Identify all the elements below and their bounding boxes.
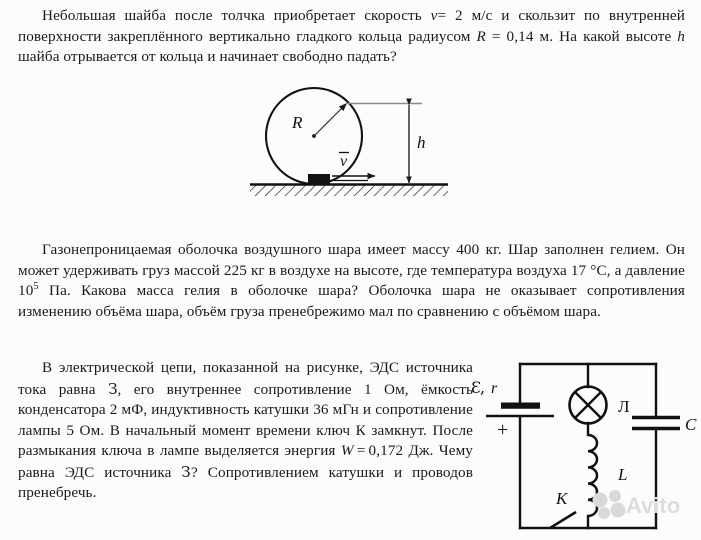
battery-plus-sign: +	[497, 419, 509, 441]
energy-symbol: W	[340, 442, 354, 459]
problem-statement-3: В электрической цепи, показанной на рисунке, ЭДС источника тока равна Ɛ, его внутреннее сопротивление 1 Ом, ёмкость конденсатора 2 мФ, индуктивность катушки 36 мГн и сопротивление лампы 5 Ом. В начальный момент времени ключ К замкнут. После размыкания ключа в лампе выделяется энергия W = 0,172 Дж. Чему равна ЭДС источника Ɛ? Сопротивлением катушки и проводов пренебречь.	[18, 359, 473, 501]
inductor-label: L	[618, 465, 628, 484]
switch-label: K	[556, 489, 568, 508]
ring-and-puck-figure	[236, 86, 464, 198]
problem-1-run-6: шайба отрывается от кольца и начинает свободно падать?	[18, 48, 397, 65]
problem-1-var-v: v	[430, 7, 438, 24]
internal-resistance-label: r	[491, 380, 498, 397]
ground-hatching	[250, 186, 448, 197]
lamp-label: Л	[618, 397, 630, 416]
inductor-coil	[588, 435, 597, 516]
height-label: h	[417, 133, 426, 152]
problem-1-run-2: = 2 м/с и скользит по внутренней поверхности закреплённого вертикально гладкого кольца радиусом	[18, 7, 685, 45]
problem-1-var-R: R	[476, 27, 486, 45]
puck-block	[308, 174, 330, 184]
problem-1-run-4: = 0,14 м. На какой высоте	[485, 27, 678, 45]
problem-1-run-0: Небольшая шайба после толчка приобретает скорость	[42, 7, 431, 24]
emf-symbol: Ɛ	[107, 379, 118, 398]
electric-circuit-figure	[468, 352, 701, 540]
capacitor-label: C	[685, 415, 697, 434]
problem-statement-1	[18, 6, 685, 68]
switch-blade	[550, 512, 576, 528]
problem-statement-2: Газонепроницаемая оболочка воздушного шара имеет массу 400 кг. Шар заполнен гелием. Он может удерживать груз массой 225 кг в воздухе на высоте, где температура воздуха 17 °С, а давление $10^5$ Па. Какова масса гелия в оболочке шара? Оболочка шара не оказывает сопротивления изменению объёма шара, объём груза пренебрежимо мал по сравнению с объёмом шара.	[18, 241, 685, 320]
watermark-text: Avito	[626, 493, 681, 518]
problem-1-var-h: h	[677, 27, 685, 45]
source-label: Ɛ,	[471, 378, 486, 397]
velocity-label: v	[340, 153, 348, 170]
radius-arrow	[314, 104, 347, 137]
emf-symbol-2: Ɛ	[181, 462, 191, 481]
pressure-exponent: 5	[33, 280, 39, 292]
radius-label: R	[292, 113, 303, 132]
